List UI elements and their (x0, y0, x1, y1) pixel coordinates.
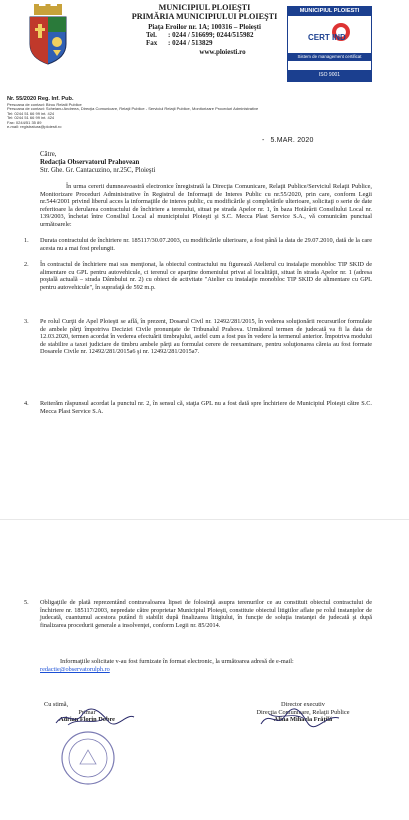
cert-description: Sistem de management certificat (288, 53, 371, 61)
signer-name-left: Adrian Florin Dobre (59, 716, 115, 724)
email-link[interactable]: redactie@observatorulph.ro (40, 666, 110, 673)
cert-title: MUNICIPIUL PLOIESTI (288, 7, 371, 16)
official-stamp-icon (60, 730, 116, 786)
meta-line: e-mail: registratura@ploiesti.ro (7, 124, 62, 130)
handwritten-signature-icon (255, 706, 345, 730)
recipient-block (40, 151, 360, 176)
signer-department: Direcţia Comunicare, Relaţii Publice (256, 708, 350, 716)
header-website[interactable]: www.ploiesti.ro (199, 48, 246, 56)
meta-line: Persoana de contact: Scheianu Andreea, Direcţia Comunicare, Relaţii Publice - Serviciul Relaţii Publice, Monitorizare Proceduri Administrative (7, 106, 259, 112)
handwritten-signature-icon (48, 707, 138, 729)
header-tel: Tel. : 0244 / 516699; 0244/515982 (146, 31, 254, 39)
recipient-salutation: Către, (40, 151, 57, 158)
item-text: În contractul de închiriere mai sus menţionat, la obiectul contractului nu figurează Atelierul cu instalaţie monobloc TIP SKID de alimentare cu GPL pentru autovehicule, ci terenul ce aparţine domeniului privat al localităţii, situat în strada Apelor nr. 1 (adresa poştală actuală – strada Dâmbului nr. 2) cu obiect de activitate "Atelier cu instalaţie monobloc TIP SKID de alimentare cu GPL pentru autovehicule", în suprafaţă de 592 m.p. (40, 261, 372, 291)
item-text: Durata contractului de închiriere nr. 185117/30.07.2003, cu modificările ulterioare, a fost până la data de 29.07.2010, dată de la care acesta nu a mai fost prelungit. (40, 237, 372, 252)
header-fax: Fax : 0244 / 513829 (146, 39, 213, 48)
item-number: 5. (24, 599, 29, 606)
cert-ind-logo-icon (306, 20, 352, 50)
cert-standard: ISO 9001 (288, 70, 371, 81)
registration-meta (7, 96, 267, 130)
cert-logo-text: CERT IND (308, 33, 346, 42)
item-text: Reiterăm răspunsul acordat la punctul nr. 2, în sensul că, staţia GPL nu a fost dată spre închiriere de Municipiul Ploieşti către S.C. Mecca Plast Service S.A. (40, 400, 372, 415)
item-text: Pe rolul Curţii de Apel Ploieşti se află, în prezent, Dosarul Civil nr. 12492/281/2015, în vederea soluţionării recursurilor formulate de ambele părţi împotriva Deciziei Civile pronunţate de Tribunalul Prahova. Următorul termen de judecată va fi la data de 12.03.2020, termen acordat în vederea efectuării timbrajului, astfel cum a fost pus în vedere la termenul anterior. Împotriva modului de stabilire a taxei judiciare de timbru ambele părţi au formulat cerere de reexaminare, pentru soluţionarea căreia au fost formate Dosarele Civile nr. 12492/281/2015a6 şi nr. 12492/281/2015a7. (40, 318, 372, 356)
page-break-divider (0, 519, 409, 520)
greeting: Cu stimă, (44, 701, 69, 708)
certification-badge (287, 6, 372, 82)
header-organization: MUNICIPIUL PLOIEŞTI (158, 3, 251, 12)
signer-title-right: Director executiv (281, 701, 325, 708)
item-number: 1. (24, 237, 29, 244)
closing-paragraph: Informaţiile solicitate v-au fost furnizate în format electronic, la următoarea adresă de e-mail: (60, 658, 294, 665)
signer-name-right: Alina Mihaela Frăţilă (273, 716, 333, 724)
header-institution: PRIMĂRIA MUNICIPIULUI PLOIEŞTI (131, 12, 278, 21)
item-number: 4. (24, 400, 29, 407)
item-number: 2. (24, 261, 29, 268)
recipient-address: Str. Ghe. Gr. Cantacuzino, nr.25C, Ploieşti (40, 167, 156, 175)
document-date: - 5.MAR. 2020 (262, 137, 314, 144)
signer-title-left: Primar (78, 708, 96, 716)
meta-line: Tel: 0244 51 66 99 int. 424 (7, 110, 55, 116)
intro-paragraph: În urma cererii dumneavoastră electronice înregistrată la Direcţia Comunicare, Relaţii Publice/Serviciul Relaţii Publice, Monitorizare Proceduri Administrative în Registrul de Informaţii de Interes Public cu nr.55/2020, prin care, conform Legii nr.544/2001 privind liberul acces la informaţiile de interes public, cu modificările şi completările ulterioare, solicitaţi o serie de date referitoare la derularea contractului de închiriere a terenului, situat pe strada Apelor nr. 1, în baza Hotărârii Consiliului Local nr. 139/2003, încheiat între Consiliul Local al municipiului Ploieşti şi S.C. Mecca Plast Service S.A., vă comunicăm punctual următoarele: (40, 183, 372, 228)
header-address: Piaţa Eroilor nr. 1A; 100316 – Ploieşti (148, 23, 261, 31)
meta-line: Tel: 0244 51 66 99 int. 424 (7, 115, 55, 121)
item-number: 3. (24, 318, 29, 325)
meta-line: Fax: 0244/51 35 89 (7, 119, 42, 125)
recipient-name: Redacţia Observatorul Prahovean (40, 159, 140, 167)
registration-number: Nr. 55/2020 Reg. Inf. Pub. (7, 96, 74, 102)
meta-line: Persoana de contact: Birou Relatii Publice (7, 101, 82, 107)
header-contact-block (146, 31, 256, 48)
item-text: Obligaţiile de plată reprezentând contravaloarea lipsei de folosinţă asupra terenurilor ce au constituit obiectul contractului de închiriere nr. 185117/2003, nepredate către proprietar Municipiul Ploieşti, constituie obiectul litigiilor aflate pe rolul instanţelor de judecată, cuantumul acestora putând fi stabilit după finalizarea litigiului, în funcţie de soluţia instanţei de judecată şi după finalizarea procedurii generale a insolvenţei, conform Legii nr. 85/2014. (40, 599, 372, 629)
